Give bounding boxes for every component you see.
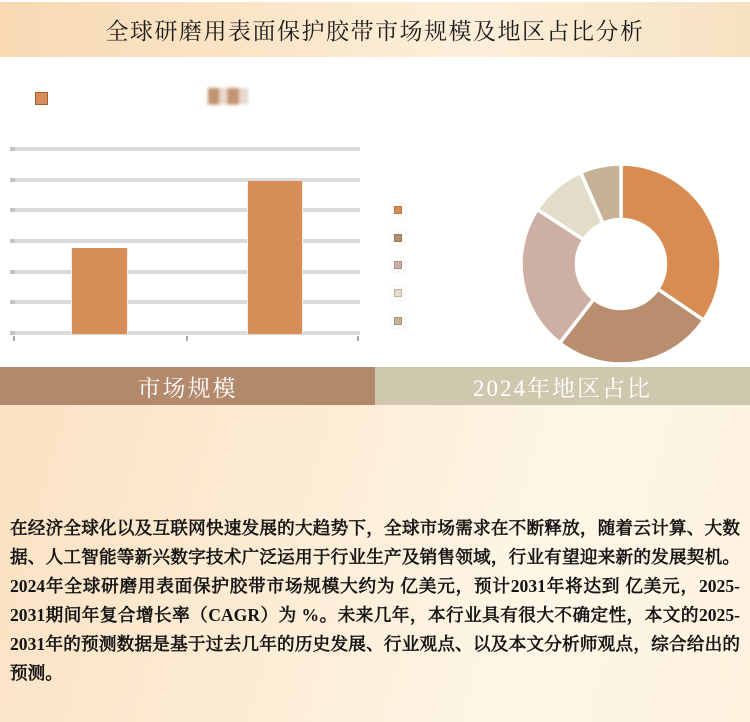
bar-series-column xyxy=(247,181,303,334)
axis-tick xyxy=(13,336,15,341)
gridline xyxy=(10,147,360,151)
banner-region-share-label: 2024年地区占比 xyxy=(473,375,652,401)
bar-chart xyxy=(10,147,360,343)
summary-paragraph: 在经济全球化以及互联网快速发展的大趋势下，全球市场需求在不断释放，随着云计算、大数据、人工智能等新兴数字技术广泛运用于行业生产及销售领域，行业有望迎来新的发展契机。2024年全球研磨用表面保护胶带市场规模大约为 亿美元，预计2031年将达到 亿美元，2025-2031期间年复合增长率（CAGR）为 %。未来几年，本行业具有很大不确定性，本文的2025-2031年的预测数据是基于过去几年的历史发展、行业观点、以及本文分析师观点，综合给出的预测。 xyxy=(10,518,740,683)
pie-legend-swatch-icon xyxy=(391,314,405,328)
pie-legend-swatch-icon xyxy=(391,231,405,245)
gridline xyxy=(10,300,360,304)
pie-legend xyxy=(391,203,411,343)
title-bar xyxy=(0,2,750,57)
gridline xyxy=(10,270,360,274)
gridline xyxy=(10,331,360,335)
axis-tick xyxy=(186,336,188,341)
bar-series-column xyxy=(71,248,128,334)
gridline xyxy=(10,178,360,182)
pie-legend-swatch-icon xyxy=(391,286,405,300)
gridline xyxy=(10,208,360,212)
redacted-unit-label: ▓▒▓▒ xyxy=(208,88,248,104)
banner-market-size-label: 市场规模 xyxy=(137,375,238,401)
bar-legend-swatch-icon xyxy=(35,92,48,105)
page-title: 全球研磨用表面保护胶带市场规模及地区占比分析 xyxy=(105,19,645,44)
donut-chart xyxy=(516,159,726,369)
banner-market-size xyxy=(0,367,375,405)
pie-legend-swatch-icon xyxy=(391,203,405,217)
gridline xyxy=(10,239,360,243)
pie-legend-swatch-icon xyxy=(391,258,405,272)
summary-section xyxy=(0,405,750,722)
axis-tick xyxy=(357,336,359,341)
banner-region-share xyxy=(375,367,750,405)
